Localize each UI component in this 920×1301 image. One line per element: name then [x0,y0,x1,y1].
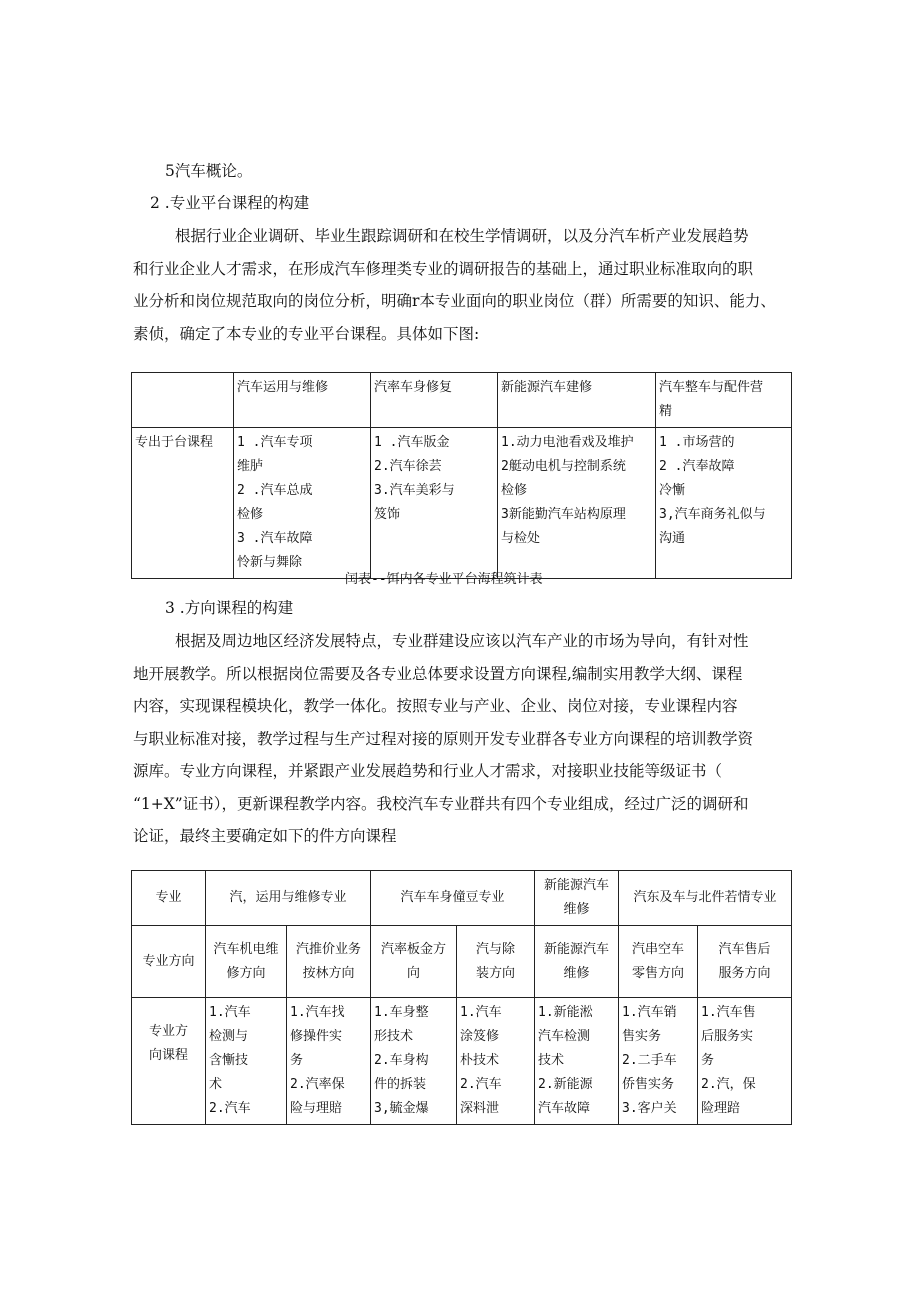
header-cell: 汽率车身修复 [371,373,498,428]
para-line: 地开展教学。所以根据岗位需要及各专业总体要求设置方向课程,编制实用教学大纲、课程 [133,664,743,683]
para-line: 内容，实现课程模块化，教学一体化。按照专业与产业、企业、岗位对接，专业课程内容 [133,697,738,715]
direction-cell: 汽串空车 零售方向 [619,926,698,998]
majors-row [132,871,792,926]
course-cell: 1.汽车 涂笈修 朴技术 2.汽车 深料泄 [457,998,535,1125]
courses-row [132,998,792,1125]
course-cell: 1.汽车售 后服务实 务 2.汽，保 险理踣 [698,998,792,1125]
table-row [132,428,792,579]
numbered-item-5: 5汽车概论。 [165,162,253,180]
direction-cell: 汽车售后 服务方向 [698,926,792,998]
header-cell: 新能源汽车建修 [498,373,656,428]
row-label: 专业 [132,871,206,926]
platform-course-table [131,372,792,579]
header-cell: 汽车整车与配件营 精 [656,373,792,428]
course-cell: 1.汽车找 修操件实 务 2.汽率保 险与理賠 [287,998,371,1125]
row-label: 专出于台课程 [132,428,234,579]
table-cell: 1 .汽车版金 2.汽车徐芸 3.汽车美彩与 笈饰 [371,428,498,579]
course-cell: 1.汽车 检测与 含慚技 术 2.汽车 [206,998,287,1125]
direction-cell: 汽率板金方 向 [371,926,457,998]
para-line: 业分析和岗位规范取向的岗位分析，明确r本专业面向的职业岗位（群）所需要的知识、能力、 [133,292,776,310]
major-cell: 汽车车身僮豆专业 [371,871,535,926]
paragraph-platform-courses [133,220,791,350]
para-line: 论证，最终主要确定如下的件方向课程 [133,827,397,845]
para-line: 根据行业企业调研、毕业生跟踪调研和在校生学情调研，以及分汽车析产业发展趋势 [175,227,749,245]
table-cell: 1 .市场营的 2 .汽奉故障 冷慚 3,汽车商务礼似与 沟通 [656,428,792,579]
direction-cell: 汽车机电维 修方向 [206,926,287,998]
section-heading-3: 3 .方向课程的构建 [165,599,294,617]
major-cell: 汽东及车与北件若情专业 [619,871,792,926]
direction-course-table [131,870,792,1125]
table-caption: 闰表--饵内各专业平台海程筑计表 [345,572,543,587]
row-label: 专业方向 [132,926,206,998]
para-line: “1+X”证书），更新课程教学内容。我校汽车专业群共有四个专业组成，经过广泛的调研和 [133,794,749,813]
course-cell: 1.车身整 形技术 2.车身构 件的拆装 3,毓金爆 [371,998,457,1125]
course-cell: 1.汽车销 售实务 2.二手车 侨售实务 3.客户关 [619,998,698,1125]
table-cell: 1.动力电池看戏及堆护 2艇动电机与控制系统 检修 3新能勤汽车站构原理 与检处 [498,428,656,579]
direction-cell: 汽推价业务 按林方向 [287,926,371,998]
para-line: 源库。专业方向课程，并紧跟产业发展趋势和行业人才需求，对接职业技能等级证书（ [133,762,723,780]
para-line: 根据及周边地区经济发展特点，专业群建设应该以汽车产业的市场为导向，有针对性 [175,632,749,650]
header-cell-empty [132,373,234,428]
major-cell: 汽，运用与维修专业 [206,871,371,926]
paragraph-direction-courses [133,625,791,853]
header-cell: 汽车运用与维修 [234,373,371,428]
row-label: 专业方 向课程 [132,998,206,1125]
directions-row [132,926,792,998]
table-header-row [132,373,792,428]
para-line: 素侦，确定了本专业的专业平台课程。具体如下图: [133,324,480,343]
major-cell: 新能源汽车 维修 [535,871,619,926]
para-line: 与职业标准对接，教学过程与生产过程对接的原则开发专业群各专业方向课程的培训教学资 [133,729,754,748]
section-heading-2: 2 .专业平台课程的构建 [150,194,310,212]
course-cell: 1.新能淞 汽车检测 技术 2.新能源 汽车故障 [535,998,619,1125]
table-cell: 1 .汽车专项 维胪 2 .汽车总成 检修 3 .汽车故障 怜新与舞除 [234,428,371,579]
direction-cell: 汽与除 装方向 [457,926,535,998]
para-line: 和行业企业人才需求，在形成汽车修理类专业的调研报告的基础上，通过职业标准取向的职 [133,259,754,278]
direction-cell: 新能源汽车 维修 [535,926,619,998]
